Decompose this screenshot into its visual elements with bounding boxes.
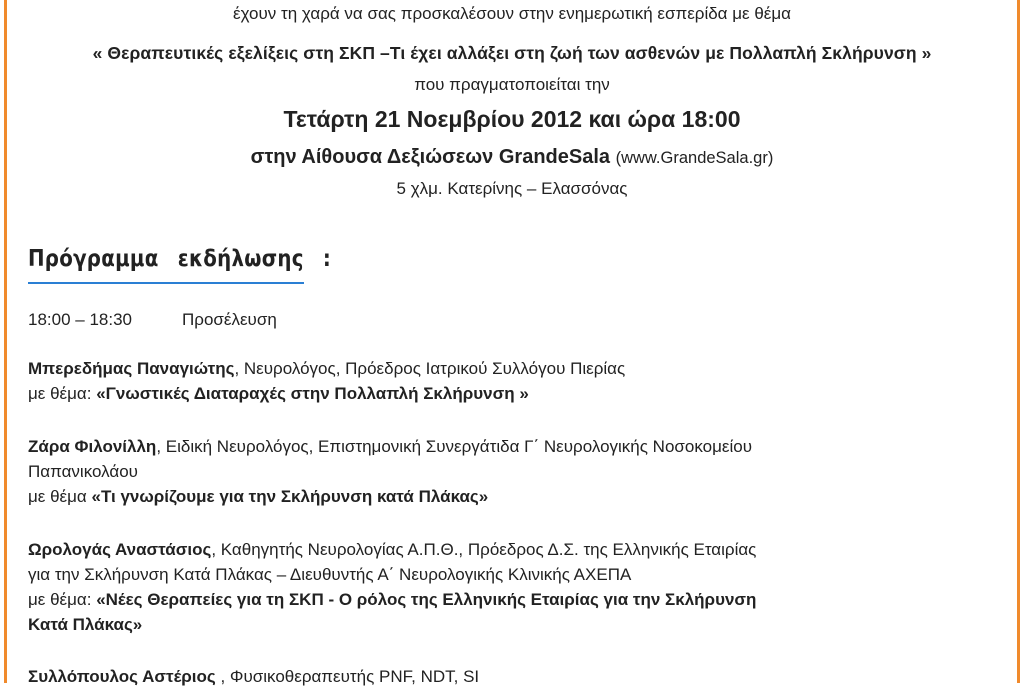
intro-line: έχουν τη χαρά να σας προσκαλέσουν στην ενημερωτική εσπερίδα με θέμα: [233, 4, 791, 23]
speaker-role: , Φυσικοθεραπευτής PNF, NDT, SI: [215, 667, 480, 686]
venue-url: (www.GrandeSala.gr): [615, 149, 774, 167]
frame-border-left: [4, 0, 7, 683]
schedule-item: Προσέλευση: [182, 310, 277, 329]
topic-prefix: με θέμα:: [28, 384, 97, 403]
speaker-line: [28, 537, 756, 562]
speaker-role: , Νευρολόγος, Πρόεδρος Ιατρικού Συλλόγου Πιερίας: [234, 359, 626, 378]
speaker-block: [28, 537, 756, 637]
speaker-topic-line: [28, 381, 625, 406]
speaker-name: Μπερεδήμας Παναγιώτης: [28, 359, 235, 378]
speaker-name: Ωρολογάς Αναστάσιος: [28, 540, 212, 559]
event-title: « Θεραπευτικές εξελίξεις στη ΣΚΠ –Τι έχει αλλάξει στη ζωή των ασθενών με Πολλαπλή Σκλήρυνση »: [92, 43, 932, 63]
venue-name: στην Αίθουσα Δεξιώσεων GrandeSala: [250, 146, 611, 168]
frame-border-right: [1017, 0, 1020, 683]
speaker-line: [28, 664, 479, 689]
speaker-topic-cont: Κατά Πλάκας»: [28, 615, 143, 634]
speaker-role-cont: για την Σκλήρυνση Κατά Πλάκας – Διευθυντής Α΄ Νευρολογικής Κλινικής ΑΧΕΠΑ: [28, 565, 632, 584]
speaker-block: [28, 434, 752, 509]
speaker-topic: «Γνωστικές Διαταραχές στην Πολλαπλή Σκλήρυνση »: [96, 384, 529, 403]
schedule-row: [28, 307, 277, 332]
speaker-topic-line: [28, 587, 756, 612]
heading-underline: [28, 282, 304, 284]
event-location: 5 χλμ. Κατερίνης – Ελασσόνας: [396, 179, 628, 198]
speaker-topic: «Νέες Θεραπείες για τη ΣΚΠ - Ο ρόλος της Ελληνικής Εταιρίας για την Σκλήρυνση: [96, 590, 757, 609]
speaker-block: [28, 356, 625, 406]
speaker-name: Συλλόπουλος Αστέριος: [28, 667, 216, 686]
program-heading: Πρόγραμμα εκδήλωσης :: [28, 246, 332, 272]
speaker-name: Ζάρα Φιλονίλλη: [28, 437, 157, 456]
event-venue: [0, 146, 1024, 169]
speaker-role: , Καθηγητής Νευρολογίας Α.Π.Θ., Πρόεδρος Δ.Σ. της Ελληνικής Εταιρίας: [211, 540, 757, 559]
speaker-topic: «Τι γνωρίζουμε για την Σκλήρυνση κατά Πλάκας»: [91, 487, 489, 506]
speaker-role: , Ειδική Νευρολόγος, Επιστημονική Συνεργάτιδα Γ΄ Νευρολογικής Νοσοκομείου: [156, 437, 753, 456]
speaker-block: [28, 664, 479, 689]
topic-prefix: με θέμα: [28, 487, 92, 506]
topic-prefix: με θέμα:: [28, 590, 97, 609]
event-date: Τετάρτη 21 Νοεμβρίου 2012 και ώρα 18:00: [283, 106, 741, 132]
speaker-topic-line: [28, 484, 752, 509]
speaker-line: [28, 356, 625, 381]
speaker-line: [28, 434, 752, 459]
intro-subline: που πραγματοποιείται την: [414, 75, 610, 94]
schedule-time: 18:00 – 18:30: [28, 310, 132, 329]
speaker-role-cont: Παπανικολάου: [28, 462, 138, 481]
